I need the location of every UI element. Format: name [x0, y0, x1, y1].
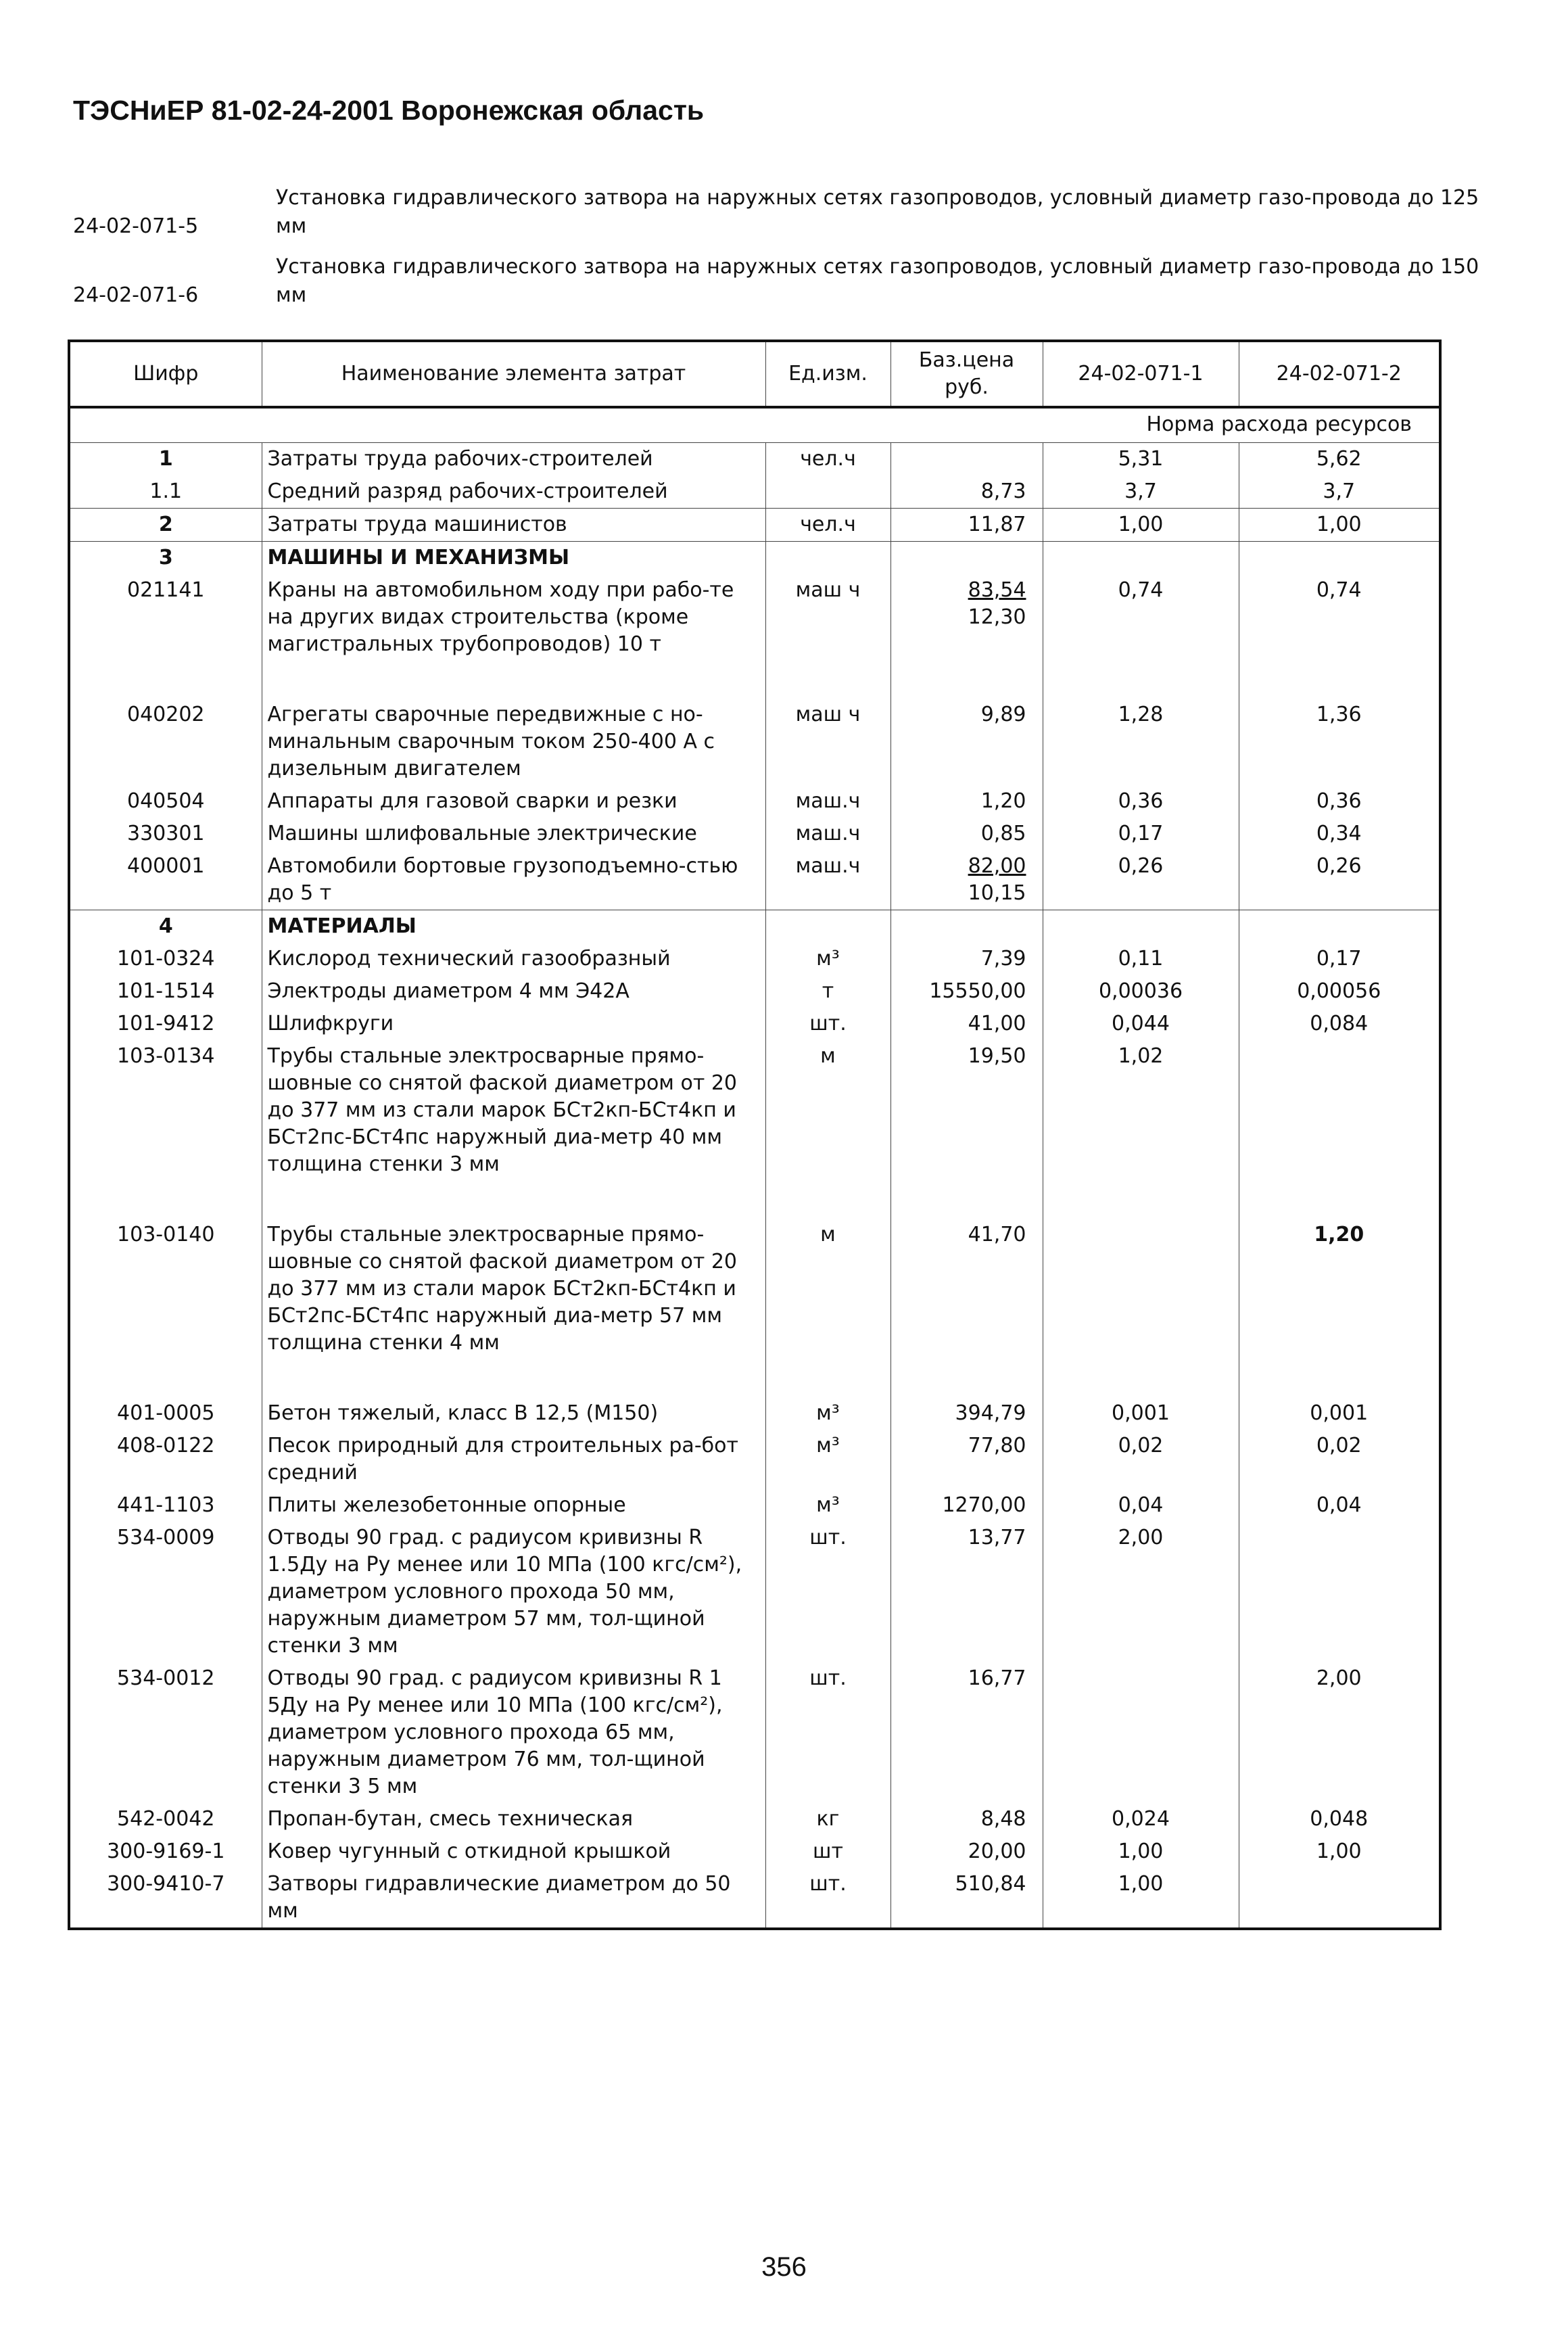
row-code: 103-0134 [69, 1040, 262, 1219]
row-norm-1 [1043, 1219, 1239, 1397]
row-name: Отводы 90 град. с радиусом кривизны R 1 5Ду на Ру менее или 10 МПа (100 кгс/см²), диаметром условного прохода 65 мм, наружным диаметром 76 мм, тол-щиной стенки 3 5 мм [262, 1662, 765, 1803]
header-unit: Ед.изм. [765, 341, 890, 407]
table-row [69, 1803, 1440, 1836]
row-norm-2: 5,62 [1316, 447, 1362, 471]
row-price [890, 910, 1043, 943]
row-unit: маш.ч [765, 785, 890, 818]
row-price [890, 1522, 1043, 1662]
row-norm-2: 1,36 [1316, 703, 1362, 726]
row-unit: шт. [765, 1868, 890, 1929]
row-norm-2: 0,26 [1316, 854, 1362, 878]
row-code: 103-0140 [69, 1219, 262, 1397]
row-unit: чел.ч [765, 443, 890, 476]
row-price-value: 1270,00 [942, 1493, 1026, 1517]
row-price [890, 943, 1043, 975]
row-code: 1 [69, 443, 262, 476]
row-unit: м [765, 1219, 890, 1397]
intro-code: 24-02-071-6 [73, 283, 199, 307]
row-norm-1: 2,00 [1043, 1522, 1239, 1662]
row-price-secondary: 12,30 [968, 605, 1026, 629]
row-code: 441-1103 [69, 1489, 262, 1522]
row-price-value: 9,89 [980, 703, 1026, 726]
row-norm-1: 0,02 [1043, 1430, 1239, 1489]
row-price [890, 975, 1043, 1008]
table-row [69, 443, 1440, 476]
row-norm-2: 0,74 [1316, 578, 1362, 602]
row-norm-2: 0,001 [1310, 1401, 1369, 1425]
row-norm-1: 0,26 [1043, 850, 1239, 910]
table-row [69, 943, 1440, 975]
row-unit: кг [765, 1803, 890, 1836]
row-price-value: 83,54 [968, 578, 1026, 602]
row-unit: маш.ч [765, 818, 890, 850]
row-price [890, 542, 1043, 575]
row-name: Затворы гидравлические диаметром до 50 мм [262, 1868, 765, 1929]
row-unit: маш ч [765, 574, 890, 699]
row-unit: шт. [765, 1662, 890, 1803]
row-norm-2: 0,02 [1316, 1434, 1362, 1457]
row-name: Плиты железобетонные опорные [262, 1489, 765, 1522]
row-norm-1: 0,00036 [1043, 975, 1239, 1008]
row-price [890, 1040, 1043, 1219]
table-header-row [69, 341, 1440, 407]
row-norm-1: 0,024 [1043, 1803, 1239, 1836]
intro-text: Установка гидравлического затвора на наружных сетях газопроводов, условный диаметр газо-провода до 150 мм [276, 255, 1479, 307]
row-code: 534-0012 [69, 1662, 262, 1803]
row-norm-2 [1239, 1868, 1440, 1929]
row-norm-2 [1239, 542, 1440, 575]
row-norm-2: 0,04 [1316, 1493, 1362, 1517]
row-code: 300-9169-1 [69, 1836, 262, 1868]
header-col2: 24-02-071-2 [1239, 341, 1440, 407]
row-code: 300-9410-7 [69, 1868, 262, 1929]
row-name: Шлифкруги [262, 1008, 765, 1040]
table-row [69, 1430, 1440, 1489]
row-price-value: 510,84 [955, 1872, 1026, 1896]
row-price-value: 0,85 [980, 822, 1026, 845]
row-norm-1: 0,11 [1043, 943, 1239, 975]
row-code: 400001 [69, 850, 262, 910]
table-row [69, 818, 1440, 850]
row-code: 101-1514 [69, 975, 262, 1008]
row-price-value: 20,00 [968, 1840, 1026, 1863]
table-row [69, 1219, 1440, 1397]
row-name: Пропан-бутан, смесь техническая [262, 1803, 765, 1836]
row-price-value: 77,80 [968, 1434, 1026, 1457]
row-norm-1: 3,7 [1043, 475, 1239, 509]
norm-label: Норма расхода ресурсов [69, 407, 1440, 443]
row-price [890, 509, 1043, 542]
row-unit [765, 542, 890, 575]
row-price-value: 41,70 [968, 1223, 1026, 1246]
row-norm-2: 0,17 [1316, 947, 1362, 971]
document-title: ТЭСНиЕР 81-02-24-2001 Воронежская область [73, 95, 705, 126]
table-row [69, 542, 1440, 575]
table-row [69, 975, 1440, 1008]
row-norm-1 [1043, 1662, 1239, 1803]
row-name: Машины шлифовальные электрические [262, 818, 765, 850]
row-unit: м³ [765, 943, 890, 975]
row-price [890, 1662, 1043, 1803]
row-name: Трубы стальные электросварные прямо-шовные со снятой фаской диаметром от 20 до 377 мм из стали марок БСт2кп-БСт4кп и БСт2пс-БСт4пс наружный диа-метр 57 мм толщина стенки 4 мм [262, 1219, 765, 1397]
header-name: Наименование элемента затрат [262, 341, 765, 407]
row-name: Затраты труда машинистов [262, 509, 765, 542]
table-row [69, 1868, 1440, 1929]
row-code: 534-0009 [69, 1522, 262, 1662]
row-norm-1: 0,36 [1043, 785, 1239, 818]
row-name: Автомобили бортовые грузоподъемно-стью до 5 т [262, 850, 765, 910]
row-price [890, 818, 1043, 850]
row-name: Аппараты для газовой сварки и резки [262, 785, 765, 818]
table-row [69, 1662, 1440, 1803]
row-code: 4 [69, 910, 262, 943]
row-name: Средний разряд рабочих-строителей [262, 475, 765, 509]
row-code: 101-9412 [69, 1008, 262, 1040]
row-norm-1: 1,00 [1043, 509, 1239, 542]
table-row [69, 509, 1440, 542]
row-price-value: 1,20 [980, 789, 1026, 813]
row-norm-1: 1,00 [1043, 1868, 1239, 1929]
table-row [69, 574, 1440, 699]
row-price-value: 8,48 [980, 1807, 1026, 1831]
row-norm-2: 0,00056 [1297, 979, 1381, 1003]
row-price [890, 785, 1043, 818]
row-unit [765, 475, 890, 509]
table-row [69, 1040, 1440, 1219]
row-price [890, 1219, 1043, 1397]
row-unit [765, 910, 890, 943]
row-price [890, 850, 1043, 910]
row-norm-2: 0,36 [1316, 789, 1362, 813]
row-norm-1 [1043, 910, 1239, 943]
row-norm-2 [1239, 1522, 1440, 1662]
row-norm-2 [1239, 910, 1440, 943]
table-row [69, 1397, 1440, 1430]
row-norm-1: 0,74 [1043, 574, 1239, 699]
row-price-value: 394,79 [955, 1401, 1026, 1425]
table-row [69, 1008, 1440, 1040]
row-norm-2: 0,34 [1316, 822, 1362, 845]
table-row [69, 1489, 1440, 1522]
row-name: Ковер чугунный с откидной крышкой [262, 1836, 765, 1868]
row-norm-1: 1,00 [1043, 1836, 1239, 1868]
row-norm-1 [1043, 542, 1239, 575]
row-unit: м³ [765, 1397, 890, 1430]
row-unit: чел.ч [765, 509, 890, 542]
row-price-secondary: 10,15 [968, 881, 1026, 905]
table-row [69, 1836, 1440, 1868]
norm-label-row [69, 407, 1440, 443]
row-price-value: 41,00 [968, 1012, 1026, 1035]
row-code: 330301 [69, 818, 262, 850]
row-unit: шт [765, 1836, 890, 1868]
row-unit: т [765, 975, 890, 1008]
row-price [890, 1008, 1043, 1040]
row-name: Отводы 90 град. с радиусом кривизны R 1.5Ду на Ру менее или 10 МПа (100 кгс/см²), диаметром условного прохода 50 мм, наружным диаметром 57 мм, тол-щиной стенки 3 мм [262, 1522, 765, 1662]
header-col1: 24-02-071-1 [1043, 341, 1239, 407]
row-code: 1.1 [69, 475, 262, 509]
row-unit: м [765, 1040, 890, 1219]
header-code: Шифр [69, 341, 262, 407]
row-norm-1: 1,02 [1043, 1040, 1239, 1219]
page-number: 356 [761, 2252, 807, 2282]
row-name: Песок природный для строительных ра-бот средний [262, 1430, 765, 1489]
row-name: Затраты труда рабочих-строителей [262, 443, 765, 476]
row-name: МАШИНЫ И МЕХАНИЗМЫ [262, 542, 765, 575]
intro-item [73, 184, 1479, 241]
table-row [69, 1522, 1440, 1662]
row-price-value: 11,87 [968, 513, 1026, 536]
row-price [890, 699, 1043, 785]
row-norm-1: 1,28 [1043, 699, 1239, 785]
table-row [69, 785, 1440, 818]
row-unit: м³ [765, 1430, 890, 1489]
row-code: 2 [69, 509, 262, 542]
row-norm-2: 2,00 [1316, 1666, 1362, 1690]
row-name: Агрегаты сварочные передвижные с но-минальным сварочным током 250-400 А с дизельным двигателем [262, 699, 765, 785]
row-norm-2 [1239, 1040, 1440, 1219]
row-price [890, 475, 1043, 509]
intro-item [73, 253, 1479, 310]
row-name: Бетон тяжелый, класс В 12,5 (М150) [262, 1397, 765, 1430]
row-norm-1: 0,04 [1043, 1489, 1239, 1522]
row-name: Краны на автомобильном ходу при рабо-те на других видах строительства (кроме магистральных трубопроводов) 10 т [262, 574, 765, 699]
row-unit: м³ [765, 1489, 890, 1522]
row-norm-2: 3,7 [1323, 480, 1356, 503]
row-unit: маш ч [765, 699, 890, 785]
table-row [69, 699, 1440, 785]
intro-text: Установка гидравлического затвора на наружных сетях газопроводов, условный диаметр газо-провода до 125 мм [276, 186, 1479, 238]
row-price-value: 15550,00 [929, 979, 1026, 1003]
row-name: МАТЕРИАЛЫ [262, 910, 765, 943]
row-name: Кислород технический газообразный [262, 943, 765, 975]
row-norm-1: 0,044 [1043, 1008, 1239, 1040]
table-row [69, 910, 1440, 943]
table-row [69, 475, 1440, 509]
row-norm-2: 0,084 [1310, 1012, 1369, 1035]
header-price: Баз.цена руб. [890, 341, 1043, 407]
row-norm-2: 1,00 [1239, 509, 1440, 542]
row-norm-2: 1,20 [1314, 1223, 1364, 1246]
row-code: 408-0122 [69, 1430, 262, 1489]
row-code: 401-0005 [69, 1397, 262, 1430]
row-price [890, 1489, 1043, 1522]
row-norm-1: 0,001 [1043, 1397, 1239, 1430]
row-code: 040202 [69, 699, 262, 785]
row-unit: маш.ч [765, 850, 890, 910]
row-price [890, 1803, 1043, 1836]
row-price-value: 8,73 [980, 480, 1026, 503]
row-norm-1: 0,17 [1043, 818, 1239, 850]
row-unit: шт. [765, 1522, 890, 1662]
row-price-value: 16,77 [968, 1666, 1026, 1690]
row-price-value: 7,39 [980, 947, 1026, 971]
row-price [890, 443, 1043, 476]
row-code: 040504 [69, 785, 262, 818]
row-price [890, 1836, 1043, 1868]
table-row [69, 850, 1440, 910]
row-code: 3 [69, 542, 262, 575]
row-price [890, 574, 1043, 699]
row-price [890, 1430, 1043, 1489]
row-code: 021141 [69, 574, 262, 699]
intro-code: 24-02-071-5 [73, 214, 199, 238]
row-price [890, 1397, 1043, 1430]
row-price-value: 13,77 [968, 1526, 1026, 1549]
row-price-value: 19,50 [968, 1044, 1026, 1068]
row-unit: шт. [765, 1008, 890, 1040]
resource-table [68, 340, 1442, 1930]
row-name: Электроды диаметром 4 мм Э42А [262, 975, 765, 1008]
row-price-value: 82,00 [968, 854, 1026, 878]
row-code: 101-0324 [69, 943, 262, 975]
row-name: Трубы стальные электросварные прямо-шовные со снятой фаской диаметром от 20 до 377 мм из стали марок БСт2кп-БСт4кп и БСт2пс-БСт4пс наружный диа-метр 40 мм толщина стенки 3 мм [262, 1040, 765, 1219]
row-code: 542-0042 [69, 1803, 262, 1836]
row-norm-2: 0,048 [1310, 1807, 1369, 1831]
row-norm-2: 1,00 [1316, 1840, 1362, 1863]
row-price [890, 1868, 1043, 1929]
row-norm-1: 5,31 [1043, 443, 1239, 476]
